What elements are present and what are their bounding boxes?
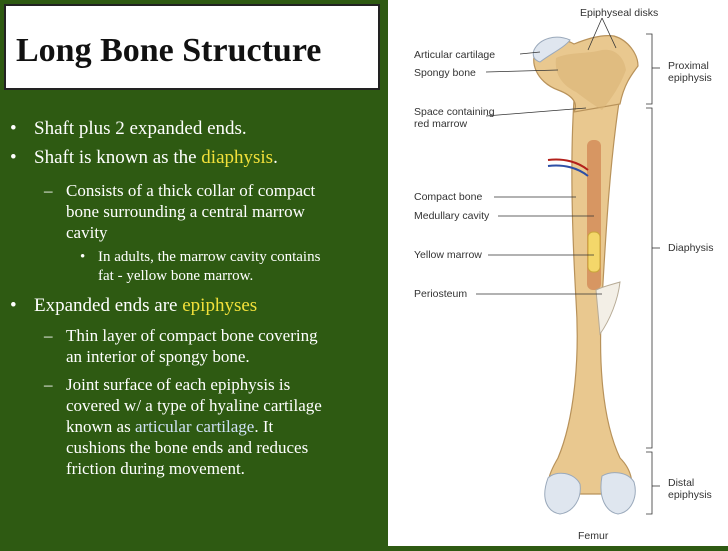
title-box: [4, 4, 380, 90]
label-medullary-cavity: Medullary cavity: [414, 210, 490, 222]
yellow-marrow: [588, 232, 600, 272]
sub-line: friction during movement.: [66, 459, 245, 478]
bullet-marker: •: [10, 118, 17, 139]
distal-condyle-right: [601, 473, 635, 514]
label-periosteum: Periosteum: [414, 288, 468, 300]
dash-marker: –: [44, 326, 53, 345]
sub-line: cavity: [66, 223, 108, 242]
diagram-panel: [388, 0, 728, 546]
bullet-marker: •: [80, 249, 86, 265]
bullet-marker: •: [10, 147, 17, 168]
sub-line-text: known as: [66, 417, 135, 436]
bracket-proximal: [646, 34, 652, 104]
leader-line: [486, 108, 586, 116]
sub-line: [66, 416, 273, 437]
label-epiphyseal-disks: Epiphyseal disks: [580, 7, 659, 19]
dash-marker: –: [44, 181, 53, 200]
bracket-distal: [646, 452, 652, 514]
bullet-1: Shaft plus 2 expanded ends.: [34, 118, 247, 139]
label-articular-cartilage: Articular cartilage: [414, 49, 496, 61]
region-brackets: [646, 34, 660, 514]
sub-line: covered w/ a type of hyaline cartilage: [66, 396, 322, 415]
sub-sub-line: fat - yellow bone marrow.: [98, 268, 254, 284]
label-femur: Femur: [578, 530, 609, 542]
sub-line: Consists of a thick collar of compact: [66, 181, 316, 200]
label-space-marrow-1: Space containing: [414, 106, 495, 118]
sub-line: an interior of spongy bone.: [66, 347, 250, 366]
bullet-3-text: Expanded ends are: [34, 295, 183, 316]
label-space-marrow-2: red marrow: [414, 118, 468, 130]
term-articular-cartilage: articular cartilage: [134, 417, 255, 436]
bracket-diaphysis: [646, 108, 652, 448]
label-proximal-2: epiphysis: [668, 72, 712, 84]
sub-line: Thin layer of compact bone covering: [66, 326, 318, 345]
dash-marker: –: [44, 375, 53, 394]
bullet-2-end: .: [273, 147, 278, 168]
label-distal-2: epiphysis: [668, 489, 712, 501]
label-proximal-1: Proximal: [668, 60, 709, 72]
label-diaphysis: Diaphysis: [668, 242, 714, 254]
term-diaphysis: diaphysis: [201, 147, 274, 168]
sub-sub-line: In adults, the marrow cavity contains: [98, 249, 321, 265]
slide-title: Long Bone Structure: [16, 32, 322, 69]
sub-line: Joint surface of each epiphysis is: [66, 375, 291, 394]
label-compact-bone: Compact bone: [414, 191, 483, 203]
bullet-marker: •: [10, 295, 17, 316]
periosteum-flap: [596, 282, 620, 334]
bullet-2-text: Shaft is known as the: [34, 147, 202, 168]
label-yellow-marrow: Yellow marrow: [414, 249, 482, 261]
label-spongy-bone: Spongy bone: [414, 67, 476, 79]
sub-line: cushions the bone ends and reduces: [66, 438, 309, 457]
bullet-2: [34, 147, 278, 169]
term-epiphyses: epiphyses: [182, 295, 258, 316]
label-distal-1: Distal: [668, 477, 695, 489]
sub-line-end: . It: [254, 417, 274, 436]
sub-line: bone surrounding a central marrow: [66, 202, 305, 221]
distal-condyle-left: [545, 473, 581, 514]
bullet-3: [34, 295, 257, 317]
